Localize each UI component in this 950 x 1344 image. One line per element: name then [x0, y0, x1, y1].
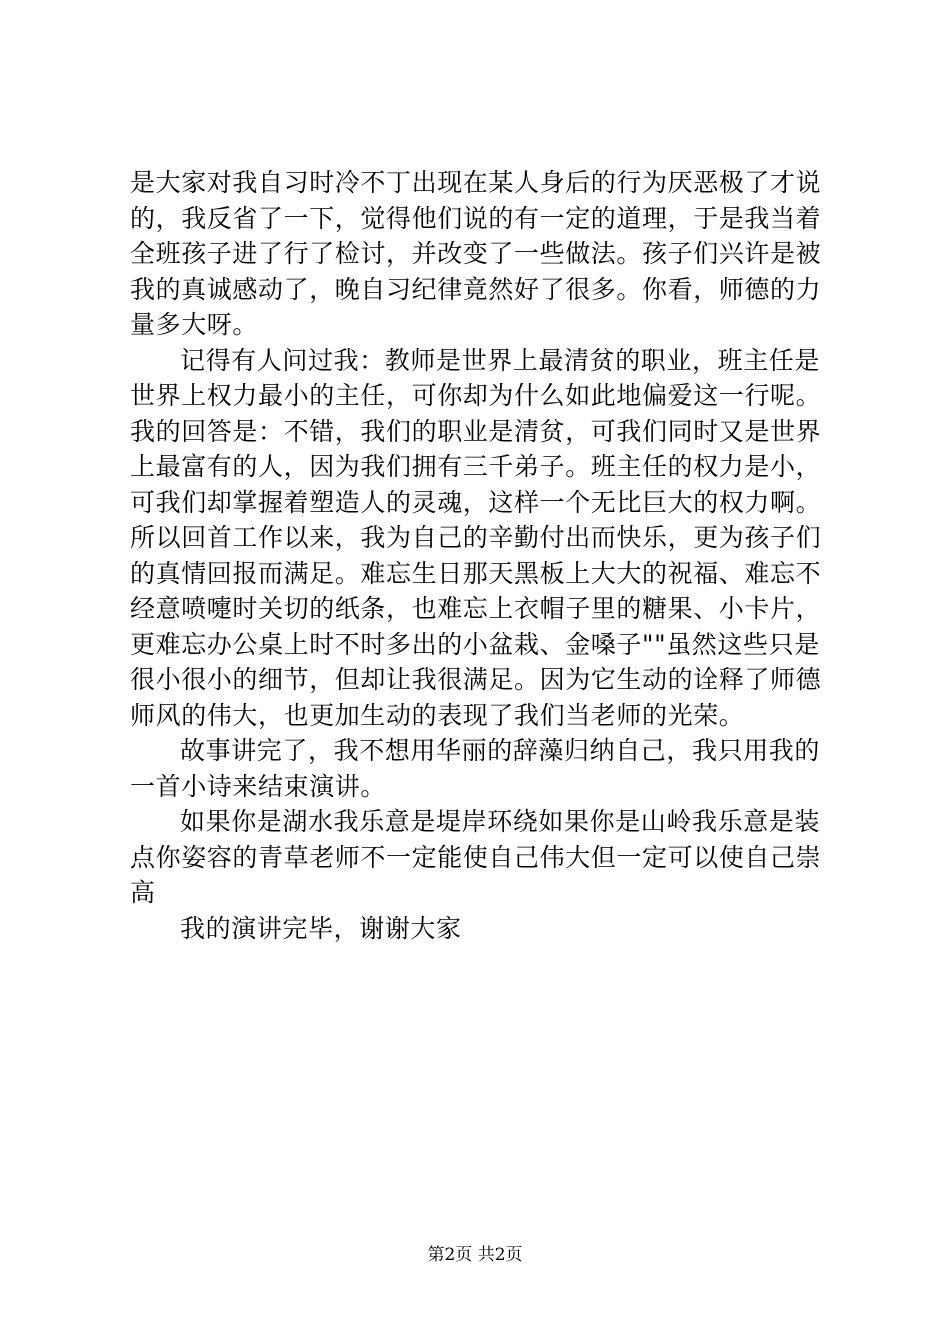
text-line: 师风的伟大，也更加生动的表现了我们当老师的光荣。	[130, 700, 745, 730]
text-line: 一首小诗来结束演讲。	[130, 771, 387, 801]
text-line: 可我们却掌握着塑造人的灵魂，这样一个无比巨大的权力啊。	[130, 487, 822, 517]
page-number-label: 第2页 共2页	[427, 1245, 523, 1265]
text-line: 点你姿容的青草老师不一定能使自己伟大但一定可以使自己崇	[130, 842, 822, 872]
text-line: 很小很小的细节，但却让我很满足。因为它生动的诠释了师德	[130, 665, 822, 694]
text-line: 我的回答是：不错，我们的职业是清贫，可我们同时又是世界	[130, 416, 822, 446]
text-line: 的，我反省了一下，觉得他们说的有一定的道理，于是我当着	[130, 203, 822, 233]
text-line: 全班孩子进了行了检讨，并改变了一些做法。孩子们兴许是被	[130, 239, 822, 268]
text-line: 我的演讲完毕，谢谢大家	[180, 913, 462, 943]
text-line: 记得有人问过我：教师是世界上最清贫的职业，班主任是	[180, 345, 821, 375]
text-line: 上最富有的人，因为我们拥有三千弟子。班主任的权力是小，	[130, 452, 822, 481]
text-line: 经意喷嚏时关切的纸条，也难忘上衣帽子里的糖果、小卡片，	[130, 594, 822, 623]
text-line: 是大家对我自习时冷不丁出现在某人身后的行为厌恶极了才说	[130, 168, 822, 197]
text-line: 的真情回报而满足。难忘生日那天黑板上大大的祝福、难忘不	[130, 558, 822, 588]
text-line: 故事讲完了，我不想用华丽的辞藻归纳自己，我只用我的	[180, 736, 821, 765]
text-line: 更难忘办公桌上时不时多出的小盆栽、金嗓子""虽然这些只是	[130, 629, 820, 659]
text-line: 量多大呀。	[130, 310, 259, 339]
text-line: 所以回首工作以来，我为自己的辛勤付出而快乐，更为孩子们	[130, 523, 822, 552]
text-line: 如果你是湖水我乐意是堤岸环绕如果你是山岭我乐意是装	[180, 807, 821, 836]
text-line: 世界上权力最小的主任，可你却为什么如此地偏爱这一行呢。	[130, 381, 822, 410]
body-text	[130, 165, 840, 946]
page-footer	[0, 1244, 950, 1266]
text-line: 我的真诚感动了，晚自习纪律竟然好了很多。你看，师德的力	[130, 274, 822, 304]
text-line: 高	[130, 878, 156, 907]
